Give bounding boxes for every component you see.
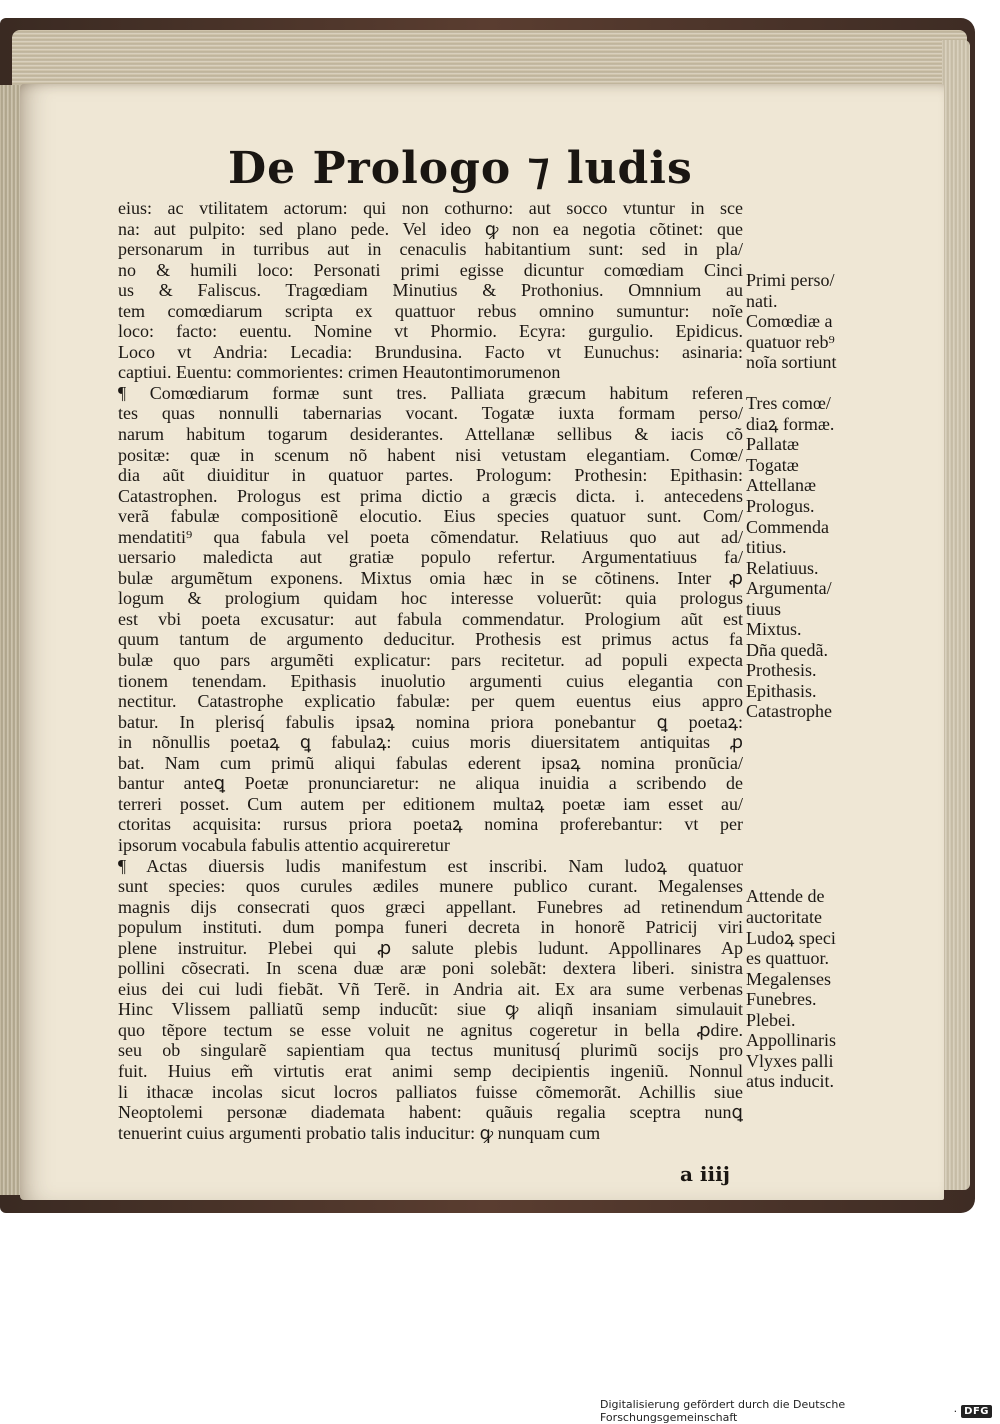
margin-note: Primi perso/ xyxy=(746,270,835,290)
margin-note: Attellanæ xyxy=(746,475,816,496)
text-line: terreri posset. Cum autem per editionem multaꝝ poetæ iam esset au/ xyxy=(118,793,743,814)
text-line: bat. Nam cum primũ aliqui fabulas ederent ipsaꝝ nomina pronũcia/ xyxy=(118,752,743,773)
text-line: quum tantum de argumento deducitur. Prothesis est primus actus fa xyxy=(118,629,743,650)
margin-note xyxy=(746,866,876,887)
margin-note: tiuus xyxy=(746,598,782,619)
text-line: ipsorum vocabula fabulis attentio acquireretur xyxy=(118,834,450,855)
text-line: ¶ Actas diuersis ludis manifestum est inscribi. Nam ludoꝝ quatuor xyxy=(118,855,743,876)
page-edges-top xyxy=(12,30,967,88)
text-line: Loco vt Andria: Lecadia: Brundusina. Facto vt Eunuchus: asinaria: xyxy=(118,341,743,362)
margin-note: Prothesis. xyxy=(746,660,817,681)
margin-note xyxy=(746,804,876,825)
text-line: plene instruitur. Plebei qui ꝓ salute plebis ludunt. Appollinares Ap xyxy=(118,937,743,958)
margin-note: Epithasis. xyxy=(746,680,817,701)
margin-note: Appollinaris xyxy=(746,1030,836,1051)
margin-note xyxy=(746,763,876,784)
text-line: na: aut pulpito: sed plano pede. Vel ideo ꝙ non ea negotia cõtinet: que xyxy=(118,218,743,239)
margin-note: Dña quedã. xyxy=(746,639,828,660)
margin-note: Relatiuus. xyxy=(746,557,819,578)
text-line: ¶ Comœdiarum formæ sunt tres. Palliata græcum habitum referen xyxy=(118,382,743,403)
margin-note xyxy=(746,784,876,805)
text-line: Neoptolemi personæ diademata habent: quãuis regalia sceptra nunꝗ xyxy=(118,1102,743,1123)
text-line: mendatiti⁹ qua fabula vel poeta cõmendatur. Relatiuus quo aut ad/ xyxy=(118,526,743,547)
text-line: fuit. Huius em̃ virtutis erat animi semp decipientis ingeniũ. Nonnul xyxy=(118,1060,743,1081)
text-line: tes quas nonnulli tabernarias vocant. Togatæ iuxta formam perso/ xyxy=(118,403,743,424)
text-line: captiui. Euentu: commorientes: crimen Heautontimorumenon xyxy=(118,362,561,383)
text-line: populum instituti. dum pompa funeri decreta in honorẽ Patricij viri xyxy=(118,917,743,938)
margin-note: Vlyxes palli xyxy=(746,1050,834,1071)
margin-note: Catastrophe xyxy=(746,701,832,722)
text-line: est vbi poeta excusatur: aut fabula commendatur. Prologium aũt est xyxy=(118,608,743,629)
margin-note: Funebres. xyxy=(746,989,817,1010)
page-heading: De Prologo ⁊ ludis xyxy=(228,143,693,194)
margin-note xyxy=(746,743,876,764)
margin-note: Plebei. xyxy=(746,1009,796,1030)
margin-note: quatuor reb⁹ xyxy=(746,331,835,352)
margin-note: es quattuor. xyxy=(746,948,829,969)
text-line: in nõnullis poetaꝝ ꝗ fabulaꝝ: cuius moris diuersitatem antiquitas ꝓ xyxy=(118,732,743,753)
page-edges-right xyxy=(942,40,970,1190)
margin-note: Mixtus. xyxy=(746,619,802,640)
margin-note: nati. xyxy=(746,290,778,311)
margin-notes xyxy=(746,270,876,1092)
text-line: tenuerint cuius argumenti probatio talis inducitur: ꝙ nunquam cum xyxy=(118,1122,601,1143)
margin-note: Commenda xyxy=(746,516,829,537)
text-line: personarum in turribus aut in cenaculis habitantium sunt: sed in pla/ xyxy=(118,239,743,260)
text-line: magnis dijs consecrati quos græci appellant. Funebres ad retinendum xyxy=(118,896,743,917)
text-line: dia aũt diuiditur in quatuor partes. Prologum: Prothesin: Epithasin: xyxy=(118,465,743,486)
text-line: positæ: quæ in scenum nõ habent nisi vetustam elegantiam. Comœ/ xyxy=(118,444,743,465)
text-line: sunt species: quos curules ædiles munere publico curant. Megalenses xyxy=(118,876,743,897)
text-line: Hinc Vlissem palliatũ semp inducũt: siue ꝙ aliqñ insaniam simulauit xyxy=(118,999,743,1020)
text-line: eius dei cui ludi fiebãt. Vñ Terẽ. in Andria ait. Ex ara sume verbenas xyxy=(118,978,743,999)
margin-note xyxy=(746,722,876,743)
text-line: loco: facto: euentu. Nomine vt Phormio. Ecyra: gurgulio. Epidicus. xyxy=(118,321,743,342)
text-line: batur. In plerisq́ fabulis ipsaꝝ nomina priora ponebantur ꝗ poetaꝝ: xyxy=(118,711,743,732)
signature-mark: a iiij xyxy=(680,1162,730,1186)
page-edges-left xyxy=(0,85,22,1195)
margin-note: titius. xyxy=(746,537,787,558)
text-line: eius: ac vtilitatem actorum: qui non cothurno: aut socco vtuntur in sce xyxy=(118,198,743,218)
text-line: us & Faliscus. Tragœdiam Minutius & Prothonius. Omnnium au xyxy=(118,280,743,301)
footer-separator: · xyxy=(953,1404,958,1418)
text-line: bulæ argumẽtum exponens. Mixtus omia hæc in se cõtinens. Inter ꝓ xyxy=(118,567,743,588)
text-line: uersario maledicta aut gratiæ populo refertur. Argumentatiuus fa/ xyxy=(118,547,743,568)
margin-note: Argumenta/ xyxy=(746,578,832,599)
footer-credit xyxy=(600,1398,992,1424)
margin-note: auctoritate xyxy=(746,906,822,927)
text-line: no & humili loco: Personati primi egisse dicuntur comœdiam Cinci xyxy=(118,259,743,280)
text-line: Catastrophen. Prologus est prima dictio a græcis dicta. i. antecedens xyxy=(118,485,743,506)
margin-note: Attende de xyxy=(746,886,825,907)
margin-note: Ludoꝝ speci xyxy=(746,927,836,948)
text-line: ctoritas acquisita: rursus priora poetaꝝ nomina proferebantur: vt per xyxy=(118,814,743,835)
margin-note: Megalenses xyxy=(746,968,831,989)
footer-text: Digitalisierung gefördert durch die Deutsche Forschungsgemeinschaft xyxy=(600,1398,846,1424)
margin-note: Pallatæ xyxy=(746,434,799,455)
margin-note: noĩa sortiunt xyxy=(746,352,837,373)
text-line: pollini cõsecrati. In scena duæ aræ poni solebãt: dextera liberi. sinistra xyxy=(118,958,743,979)
margin-note: Tres comœ/ xyxy=(746,393,831,414)
text-line: tionem tenendam. Epithasis inuolutio argumenti cuius elegantia con xyxy=(118,670,743,691)
text-line: logum & prologium quidam hoc interesse voluerũt: quia prologus xyxy=(118,588,743,609)
margin-note xyxy=(746,825,876,846)
margin-note: Togatæ xyxy=(746,454,799,475)
text-line: li ithacæ incolas sicut locros palliatos fuisse cõmemorãt. Achillis siue xyxy=(118,1081,743,1102)
text-line: bulæ quo pars argumẽti explicatur: pars recitetur. ad populi expecta xyxy=(118,650,743,671)
text-line: tem comœdiarum scripta ex quattuor rebus omnino sumuntur: noĩe xyxy=(118,300,743,321)
margin-note: Prologus. xyxy=(746,496,815,517)
text-line: bantur anteꝗ Poetæ pronunciaretur: ne aliqua inuidia a scribendo de xyxy=(118,773,743,794)
margin-note xyxy=(746,373,876,394)
margin-note xyxy=(746,845,876,866)
text-line: quo tẽpore tectum se esse voluit ne agnitus cogeretur in bella ꝓdire. xyxy=(118,1019,743,1040)
margin-note: diaꝝ formæ. xyxy=(746,413,835,434)
margin-note: Comœdiæ a xyxy=(746,311,833,332)
margin-note: atus inducit. xyxy=(746,1071,834,1092)
text-line: seu ob singularẽ sapientiam qua tectus munitusq́ plurimũ socijs pro xyxy=(118,1040,743,1061)
text-line: narum habitum togarum desiderantes. Attellanæ sellibus & iacis cõ xyxy=(118,424,743,445)
dfg-logo-icon[interactable]: DFG xyxy=(961,1405,992,1418)
text-line: verã fabulæ compositionẽ elocutio. Eius species quatuor sunt. Com/ xyxy=(118,506,743,527)
text-line: nectitur. Catastrophe explicatio fabulæ: per quem euentus eius appro xyxy=(118,691,743,712)
main-text-block xyxy=(118,198,743,1143)
